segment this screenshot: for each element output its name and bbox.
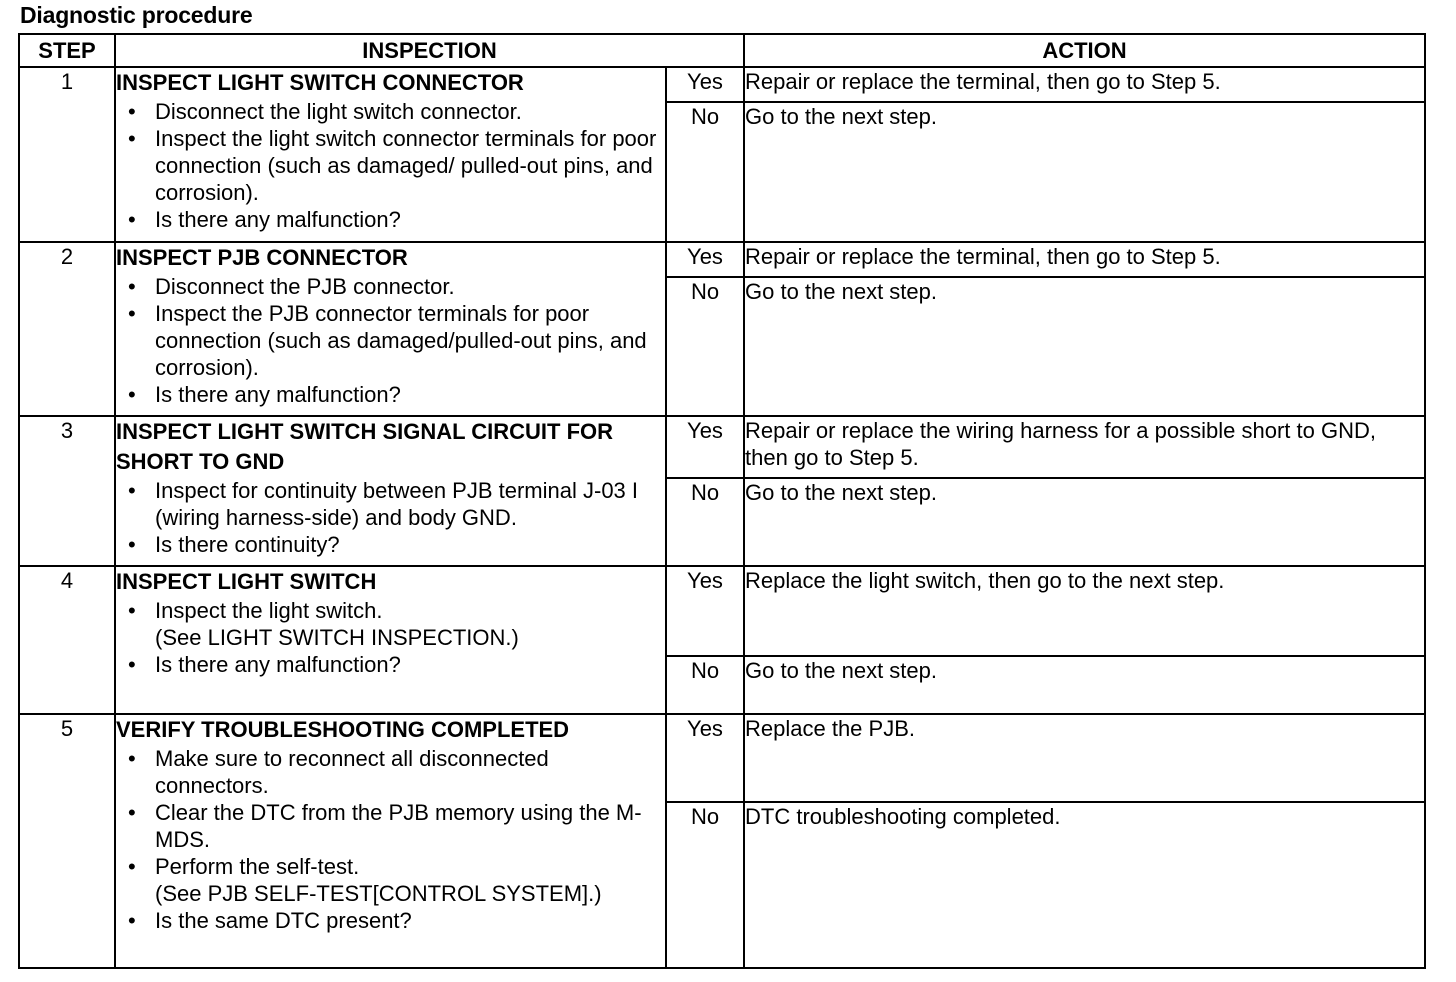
- step-row-yes: [19, 416, 1425, 478]
- inspection-bullet: • Inspect the PJB connector terminals for poor connection (such as damaged/pulled-out pins, and corrosion).: [116, 300, 665, 381]
- inspection-bullet: • Is there continuity?: [116, 531, 665, 558]
- step-row-yes: [19, 242, 1425, 277]
- inspection-bullets: [116, 745, 665, 934]
- diagnostic-procedure-table: [18, 33, 1426, 969]
- inspection-bullet: • Inspect the light switch. (See LIGHT SWITCH INSPECTION.): [116, 597, 665, 651]
- inspection-bullet: • Disconnect the light switch connector.: [116, 98, 665, 125]
- inspection-bullet: • Make sure to reconnect all disconnected connectors.: [116, 745, 665, 799]
- page-title: Diagnostic procedure: [20, 2, 253, 28]
- yes-label: Yes: [666, 416, 744, 478]
- inspection-cell: [115, 67, 666, 242]
- step-number: 3: [19, 416, 115, 566]
- step-number: 5: [19, 714, 115, 968]
- step-number: 2: [19, 242, 115, 416]
- no-action: Go to the next step.: [744, 102, 1425, 242]
- yes-action: Replace the light switch, then go to the next step.: [744, 566, 1425, 656]
- step-number: 1: [19, 67, 115, 242]
- step-row-yes: [19, 67, 1425, 102]
- inspection-cell: [115, 566, 666, 714]
- header-row: [19, 34, 1425, 67]
- yes-action: Repair or replace the terminal, then go to Step 5.: [744, 242, 1425, 277]
- yes-action: Repair or replace the terminal, then go to Step 5.: [744, 67, 1425, 102]
- inspection-title: INSPECT LIGHT SWITCH CONNECTOR: [116, 70, 524, 95]
- step-row-yes: [19, 714, 1425, 802]
- no-action: Go to the next step.: [744, 478, 1425, 566]
- header-step: STEP: [19, 34, 115, 67]
- yes-action: Replace the PJB.: [744, 714, 1425, 802]
- header-inspection: INSPECTION: [115, 34, 744, 67]
- inspection-bullet: • Is there any malfunction?: [116, 206, 665, 233]
- step-row-yes: [19, 566, 1425, 656]
- no-action: DTC troubleshooting completed.: [744, 802, 1425, 968]
- inspection-bullet: • Disconnect the PJB connector.: [116, 273, 665, 300]
- inspection-title: INSPECT LIGHT SWITCH: [116, 569, 377, 594]
- inspection-bullet: • Is the same DTC present?: [116, 907, 665, 934]
- inspection-bullets: [116, 477, 665, 558]
- inspection-cell: [115, 416, 666, 566]
- no-action: Go to the next step.: [744, 656, 1425, 714]
- inspection-bullets: [116, 98, 665, 233]
- inspection-bullets: [116, 273, 665, 408]
- no-label: No: [666, 478, 744, 566]
- inspection-title: INSPECT LIGHT SWITCH SIGNAL CIRCUIT FOR SHORT TO GND: [116, 419, 614, 474]
- inspection-bullet: • Perform the self-test. (See PJB SELF-TEST[CONTROL SYSTEM].): [116, 853, 665, 907]
- steps-body: [19, 67, 1425, 968]
- step-number: 4: [19, 566, 115, 714]
- yes-label: Yes: [666, 67, 744, 102]
- yes-label: Yes: [666, 566, 744, 656]
- no-label: No: [666, 802, 744, 968]
- header-action: ACTION: [744, 34, 1425, 67]
- inspection-title: INSPECT PJB CONNECTOR: [116, 245, 408, 270]
- inspection-bullet: • Inspect the light switch connector terminals for poor connection (such as damaged/ pulled-out pins, and corrosion).: [116, 125, 665, 206]
- no-label: No: [666, 656, 744, 714]
- inspection-bullets: [116, 597, 665, 678]
- yes-action: Repair or replace the wiring harness for a possible short to GND, then go to Step 5.: [744, 416, 1425, 478]
- no-action: Go to the next step.: [744, 277, 1425, 416]
- inspection-bullet: • Clear the DTC from the PJB memory using the M-MDS.: [116, 799, 665, 853]
- inspection-bullet: • Is there any malfunction?: [116, 381, 665, 408]
- inspection-cell: [115, 714, 666, 968]
- inspection-title: VERIFY TROUBLESHOOTING COMPLETED: [116, 717, 570, 742]
- inspection-bullet: • Inspect for continuity between PJB terminal J-03 I (wiring harness-side) and body GND.: [116, 477, 665, 531]
- yes-label: Yes: [666, 714, 744, 802]
- inspection-cell: [115, 242, 666, 416]
- no-label: No: [666, 102, 744, 242]
- no-label: No: [666, 277, 744, 416]
- yes-label: Yes: [666, 242, 744, 277]
- inspection-bullet: • Is there any malfunction?: [116, 651, 665, 678]
